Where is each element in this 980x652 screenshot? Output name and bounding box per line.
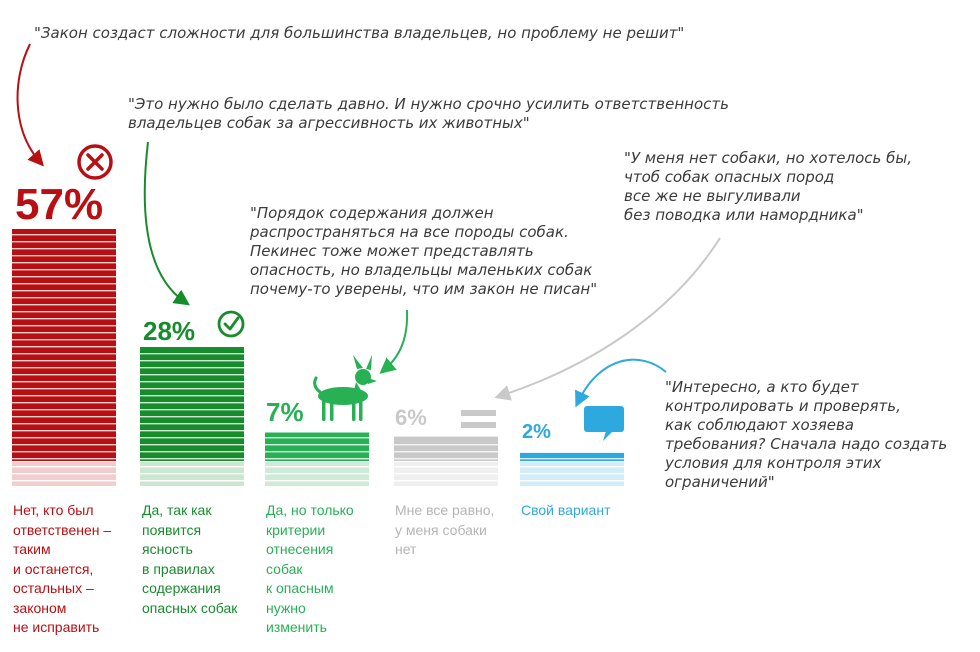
bar-stripe xyxy=(12,409,116,410)
bar-stripe xyxy=(12,297,116,298)
speech-bubble-icon xyxy=(584,406,624,441)
bar-stripe xyxy=(12,388,116,389)
bar-stripe xyxy=(12,402,116,403)
bar-stripe xyxy=(520,466,624,467)
bar-stripe xyxy=(140,409,244,410)
bar-stripe xyxy=(140,423,244,424)
bar-stripe xyxy=(12,332,116,333)
quote-4: "У меня нет собаки, но хотелось бы, чтоб собак опасных пород все же не выгуливали без поводка или намордника" xyxy=(624,149,912,224)
arrow-quote-1 xyxy=(18,44,40,162)
quote-5: "Интересно, а кто будет контролировать и проверять, как соблюдают хозяева требования? Сначала надо создать условия для контроля этих ограничений" xyxy=(665,378,948,491)
bar-stripe xyxy=(140,458,244,459)
bar-stripe xyxy=(12,290,116,291)
bar-stripe xyxy=(12,346,116,347)
bar-stripe xyxy=(140,388,244,389)
bar-stripe xyxy=(140,473,244,474)
bar-stripe xyxy=(12,269,116,270)
category-label-1: Нет, кто был ответственен – таким и останется, остальных – законом не исправить xyxy=(13,502,112,635)
bar-value-label-2: 28% xyxy=(143,316,196,346)
chihuahua-icon xyxy=(315,355,377,421)
bar-stripe xyxy=(520,480,624,481)
bar-stripe xyxy=(12,283,116,284)
bar-stripe xyxy=(12,444,116,445)
bar-stripe xyxy=(12,255,116,256)
arrow-quote-3 xyxy=(384,310,407,370)
bar-stripe xyxy=(520,473,624,474)
bar-stripe xyxy=(12,466,116,467)
bar-stripe xyxy=(12,234,116,235)
bar-stripe xyxy=(12,360,116,361)
bar-4 xyxy=(394,437,498,461)
lines-icon xyxy=(461,410,496,428)
bar-stripe xyxy=(394,444,498,445)
bar-stripe xyxy=(140,466,244,467)
quote-2: "Это нужно было сделать давно. И нужно срочно усилить ответственность владельцев собак за агрессивность их животных" xyxy=(128,95,729,132)
bar-stripe xyxy=(140,451,244,452)
bar-stripe xyxy=(12,395,116,396)
bar-stripe xyxy=(265,458,369,459)
bar-stripe xyxy=(265,444,369,445)
bar-stripe xyxy=(12,381,116,382)
bar-stripe xyxy=(520,458,624,459)
bar-stripe xyxy=(12,311,116,312)
bar-stripe xyxy=(12,374,116,375)
bar-stripe xyxy=(12,367,116,368)
bar-2 xyxy=(140,347,244,461)
bar-stripe xyxy=(12,304,116,305)
bar-stripe xyxy=(394,466,498,467)
bar-stripe xyxy=(140,480,244,481)
category-label-2: Да, так как появится ясность в правилах содержания опасных собак xyxy=(142,502,238,616)
bar-stripe xyxy=(140,360,244,361)
bar-stripe xyxy=(140,444,244,445)
bar-stripe xyxy=(12,262,116,263)
bar-stripe xyxy=(12,339,116,340)
bar-stripe xyxy=(394,473,498,474)
quote-1: "Закон создаст сложности для большинства владельцев, но проблему не решит" xyxy=(34,24,685,42)
bar-stripe xyxy=(12,423,116,424)
bar-value-label-5: 2% xyxy=(522,421,551,443)
bar-stripe xyxy=(12,248,116,249)
bar-stripe xyxy=(12,458,116,459)
category-label-4: Мне все равно, у меня собаки нет xyxy=(395,502,495,557)
check-circle-icon xyxy=(219,312,243,336)
bar-stripe xyxy=(265,451,369,452)
bar-stripe xyxy=(12,325,116,326)
bar-stripe xyxy=(394,458,498,459)
bar-stripe xyxy=(394,480,498,481)
bar-stripe xyxy=(140,367,244,368)
arrow-quote-4 xyxy=(500,238,720,396)
bar-stripe xyxy=(12,451,116,452)
bar-stripe xyxy=(12,416,116,417)
bar-5 xyxy=(520,453,624,461)
bar-value-label-4: 6% xyxy=(395,405,427,430)
bar-stripe xyxy=(140,381,244,382)
bar-stripe xyxy=(140,374,244,375)
bar-stripe xyxy=(265,480,369,481)
bar-stripe xyxy=(265,437,369,438)
arrow-quote-5 xyxy=(578,360,666,402)
bar-stripe xyxy=(12,430,116,431)
bar-stripe xyxy=(265,466,369,467)
bar-stripe xyxy=(140,430,244,431)
bar-1 xyxy=(12,229,116,461)
bar-stripe xyxy=(12,276,116,277)
category-label-5: Свой вариант xyxy=(521,502,611,518)
quote-3: "Порядок содержания должен распространяться на все породы собак. Пекинес тоже может представлять опасность, но владельцы маленьких собак почему-то уверены, что им закон не писан" xyxy=(250,204,598,298)
bar-stripe xyxy=(394,451,498,452)
bar-3 xyxy=(265,433,369,461)
bar-stripe xyxy=(12,437,116,438)
bar-stripe xyxy=(12,318,116,319)
bar-stripe xyxy=(140,402,244,403)
bar-stripe xyxy=(140,395,244,396)
arrow-quote-2 xyxy=(145,142,185,302)
bar-stripe xyxy=(140,416,244,417)
bar-stripe xyxy=(140,353,244,354)
bar-value-label-3: 7% xyxy=(266,397,304,427)
bar-stripe xyxy=(12,473,116,474)
bar-stripe xyxy=(12,353,116,354)
category-label-3: Да, но только критерии отнесения собак к опасным нужно изменить xyxy=(266,502,354,635)
bar-stripe xyxy=(140,437,244,438)
cross-circle-icon xyxy=(79,146,111,178)
bar-stripe xyxy=(12,480,116,481)
bar-stripe xyxy=(265,473,369,474)
bar-stripe xyxy=(12,241,116,242)
bar-value-label-1: 57% xyxy=(15,180,104,229)
